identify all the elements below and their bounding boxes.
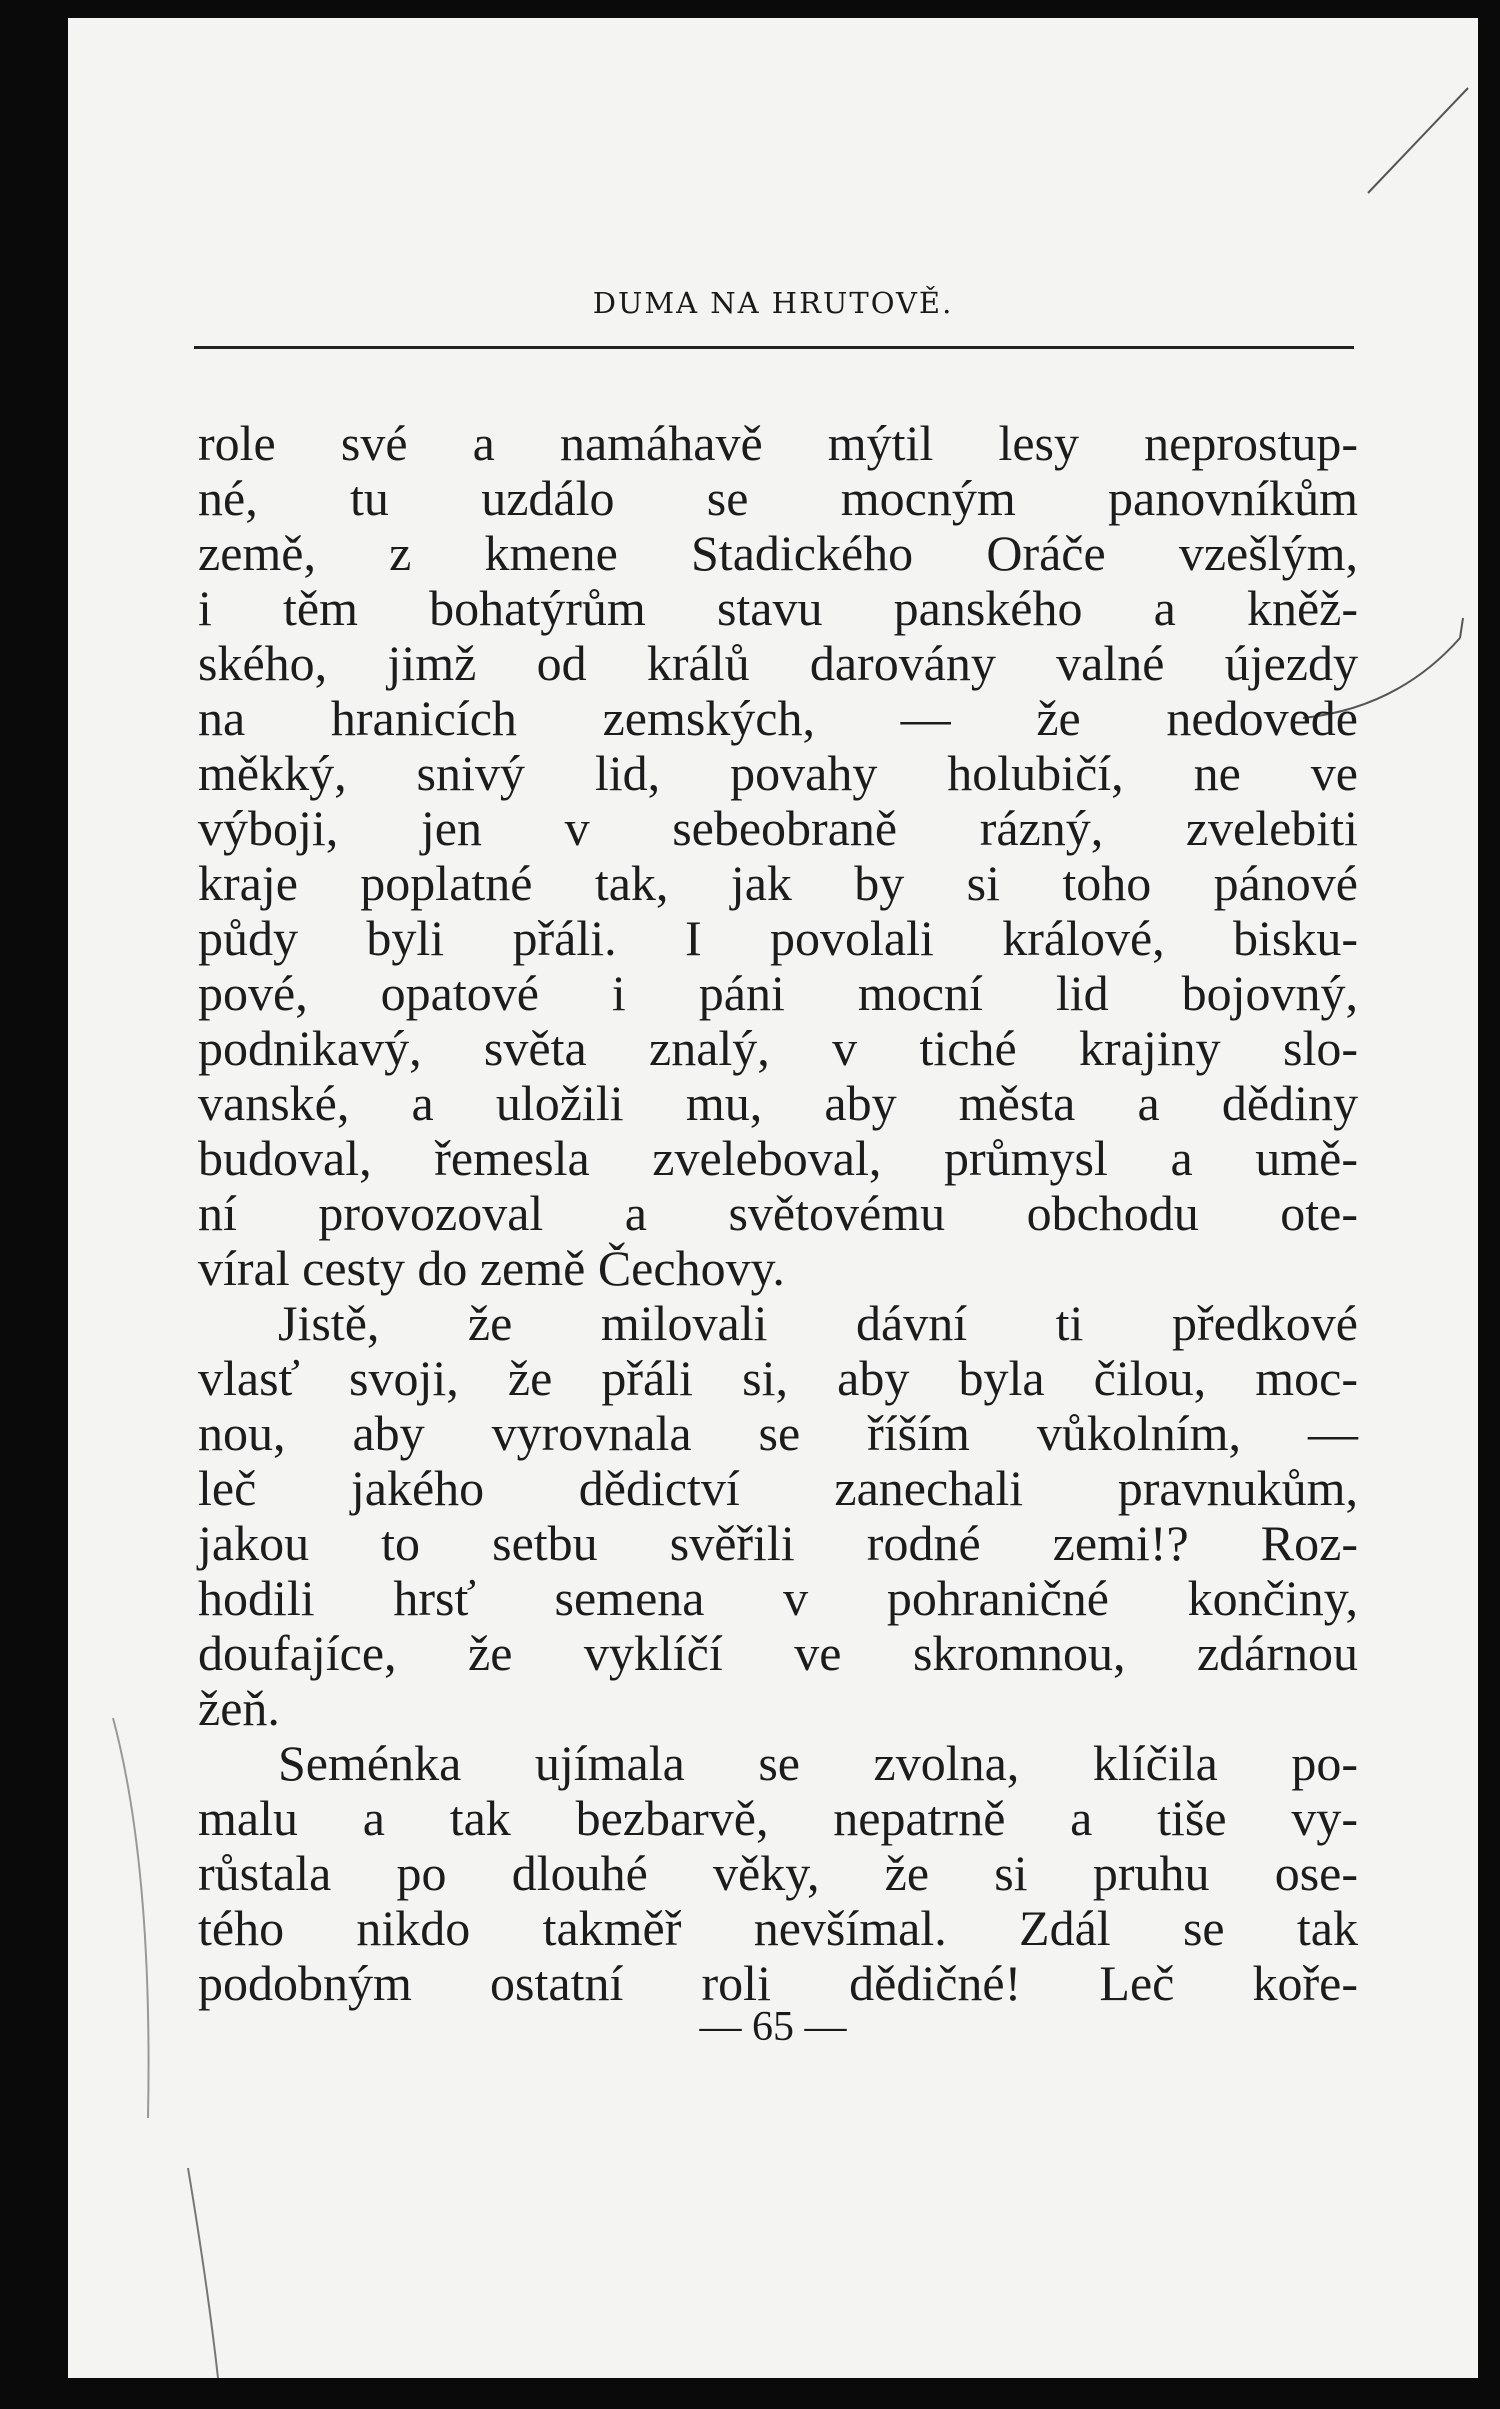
text-line: vanské, a uložili mu, aby města a dědiny xyxy=(198,1075,1358,1131)
text-line: doufajíce, že vyklíčí ve skromnou, zdárnou xyxy=(198,1625,1358,1681)
text-line: role své a namáhavě mýtil lesy neprostup- xyxy=(198,415,1358,471)
header-rule xyxy=(194,346,1354,349)
text-line: i těm bohatýrům stavu panského a kněž- xyxy=(198,580,1358,636)
text-line: leč jakého dědictví zanechali pravnukům, xyxy=(198,1460,1358,1516)
book-page xyxy=(68,18,1478,2378)
body-text xyxy=(198,416,1358,2011)
text-line: kraje poplatné tak, jak by si toho pánové xyxy=(198,855,1358,911)
text-line: pové, opatové i páni mocní lid bojovný, xyxy=(198,965,1358,1021)
text-line: ského, jimž od králů darovány valné újezdy xyxy=(198,635,1358,691)
text-line: půdy byli přáli. I povolali králové, bisku- xyxy=(198,910,1358,966)
text-line: hodili hrsť semena v pohraničné končiny, xyxy=(198,1570,1358,1626)
text-line: podnikavý, světa znalý, v tiché krajiny slo- xyxy=(198,1020,1358,1076)
text-line: země, z kmene Stadického Oráče vzešlým, xyxy=(198,525,1358,581)
text-line: žeň. xyxy=(198,1680,280,1736)
page-number: — 65 — xyxy=(699,2004,847,2050)
text-line: budoval, řemesla zveleboval, průmysl a umě- xyxy=(198,1130,1358,1186)
text-line: měkký, snivý lid, povahy holubičí, ne ve xyxy=(198,745,1358,801)
text-line: víral cesty do země Čechovy. xyxy=(198,1240,785,1296)
text-line: na hranicích zemských, — že nedovede xyxy=(198,690,1358,746)
text-line: výboji, jen v sebeobraně rázný, zvelebiti xyxy=(198,800,1358,856)
text-line: ní provozoval a světovému obchodu ote- xyxy=(198,1185,1358,1241)
text-line: podobným ostatní roli dědičné! Leč koře- xyxy=(198,1955,1358,2011)
text-line: Seménka ujímala se zvolna, klíčila po- xyxy=(278,1735,1358,1791)
text-line: jakou to setbu svěřili rodné zemi!? Roz- xyxy=(198,1515,1358,1571)
text-line: nou, aby vyrovnala se říším vůkolním, — xyxy=(198,1405,1358,1461)
text-line: vlasť svoji, že přáli si, aby byla čilou, moc- xyxy=(198,1350,1358,1406)
running-header: DUMA NA HRUTOVĚ. xyxy=(592,286,954,320)
text-line: tého nikdo takměř nevšímal. Zdál se tak xyxy=(198,1900,1358,1956)
text-line: Jistě, že milovali dávní ti předkové xyxy=(278,1295,1358,1351)
text-line: né, tu uzdálo se mocným panovníkům xyxy=(198,470,1358,526)
text-line: růstala po dlouhé věky, že si pruhu ose- xyxy=(198,1845,1358,1901)
text-line: malu a tak bezbarvě, nepatrně a tiše vy- xyxy=(198,1790,1358,1846)
